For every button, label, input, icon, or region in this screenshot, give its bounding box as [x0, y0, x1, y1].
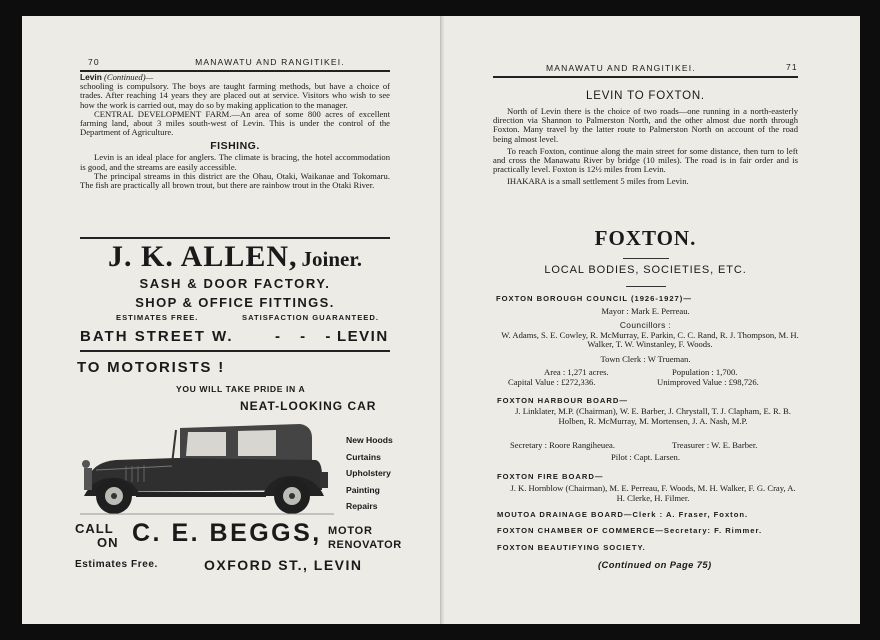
subtitle-rule	[626, 286, 666, 287]
ad1-dashes: - - -	[275, 328, 339, 345]
right-running-head: MANAWATU AND RANGITIKEI.	[546, 63, 696, 73]
population-line: Population : 1,700.	[672, 367, 738, 377]
allen-advertisement	[80, 240, 390, 274]
ad2-on: ON	[97, 535, 119, 550]
ad1-street: BATH STREET W.	[80, 328, 234, 345]
harbour-board-heading: FOXTON HARBOUR BOARD—	[497, 396, 628, 405]
ad2-service-item: New Hoods	[346, 435, 393, 445]
ad1-top-rule	[80, 237, 390, 239]
ad2-service-item: Repairs	[346, 501, 378, 512]
left-para-4: The principal streams in this district are the Ohau, Otaki, Waikanae and Tokomaru. The fish are practically all brown trout, but there are rainbow trout in the Otaki River.	[80, 170, 390, 191]
capital-value-line: Capital Value : £272,336.	[508, 377, 596, 387]
left-page-number: 70	[88, 57, 100, 67]
right-head-rule	[493, 76, 798, 78]
continued-label: (Continued)—	[104, 72, 154, 82]
right-para-2: To reach Foxton, continue along the main street for some distance, then turn to left and cross the Manawatu River by bridge (10 miles). The road is in fair order and is practically level. Foxton is 12½ miles from Levin.	[493, 145, 798, 175]
right-para-3: IHAKARA is a small settlement 5 miles from Levin.	[507, 176, 689, 187]
ad2-services-list	[346, 432, 393, 515]
ad2-motor: MOTOR	[328, 525, 373, 537]
ad1-name: J. K. ALLEN,	[107, 240, 298, 273]
chamber-of-commerce-line: FOXTON CHAMBER OF COMMERCE—Secretary: F. Rimmer.	[497, 526, 763, 535]
left-running-head: MANAWATU AND RANGITIKEI.	[195, 57, 345, 67]
town-clerk-line: Town Clerk : W Trueman.	[600, 354, 691, 364]
right-para-1: North of Levin there is the choice of two roads—one running in a north-easterly direction via Shannon to Palmerston North, and the other almost due north through Foxton. Many travel by the latter route to Palmerston North on account of the road being almost level.	[493, 106, 798, 144]
harbour-board-members: J. Linklater, M.P. (Chairman), W. E. Barber, J. Chrystall, T. J. Clapham, E. R. B. Holben, R. McMurray, M. Mortensen, J. A. Nash, M.P.	[515, 406, 791, 426]
ad2-estimates: Estimates Free.	[75, 559, 158, 570]
ad1-line2: SHOP & OFFICE FITTINGS.	[135, 295, 335, 310]
ad1-bottom-rule	[80, 350, 390, 352]
ad1-estimates: ESTIMATES FREE.	[116, 313, 199, 322]
councillors-label: Councillors :	[619, 320, 672, 330]
ad2-sub1: YOU WILL TAKE PRIDE IN A	[176, 384, 306, 394]
right-text-block	[493, 107, 798, 187]
ad2-name: C. E. BEGGS,	[132, 519, 322, 547]
left-para-1: schooling is compulsory. The boys are taught farming methods, but have a choice of trades. After reaching 14 years they are placed out at service. Visitors who wish to see how the work is carried out, may do so by making application to the manager.	[80, 81, 390, 110]
right-page-number: 71	[786, 62, 798, 72]
foxton-rule	[623, 258, 669, 259]
area-line: Area : 1,271 acres.	[544, 367, 609, 377]
harbour-secretary: Secretary : Roore Rangiheuea.	[510, 440, 615, 450]
local-bodies-subtitle: LOCAL BODIES, SOCIETIES, ETC.	[544, 264, 747, 276]
drainage-board-line: MOUTOA DRAINAGE BOARD—Clerk : A. Fraser, Foxton.	[497, 510, 749, 519]
left-para-3: Levin is an ideal place for anglers. The climate is bracing, the hotel accommodation is good, and the streams are easily accessible.	[80, 152, 390, 172]
ad2-call: CALL	[75, 521, 114, 536]
harbour-pilot: Pilot : Capt. Larsen.	[611, 452, 680, 462]
ad2-service-item: Painting	[346, 484, 380, 495]
ad1-line1: SASH & DOOR FACTORY.	[139, 276, 331, 291]
left-text-block	[80, 73, 390, 190]
section-label: Levin	[80, 72, 102, 82]
ad1-guarantee: SATISFACTION GUARANTEED.	[242, 313, 379, 322]
beautifying-society-line: FOXTON BEAUTIFYING SOCIETY.	[497, 543, 646, 552]
ad2-renovator: RENOVATOR	[328, 539, 402, 551]
continued-on-page: (Continued on Page 75)	[598, 559, 712, 570]
unimproved-value-line: Unimproved Value : £98,726.	[657, 377, 759, 387]
left-para-2: CENTRAL DEVELOPMENT FARM.—An area of some 800 acres of excellent farming land, about 3 miles south-west of Levin. This is under the control of the Department of Agriculture.	[80, 108, 390, 138]
ad1-town: LEVIN	[337, 328, 389, 345]
fire-board-members: J. K. Hornblow (Chairman), M. E. Perreau, F. Woods, M. H. Walker, F. G. Cray, A. H. Clerke, H. Filmer.	[510, 483, 796, 503]
ad2-sub2: NEAT-LOOKING CAR	[240, 399, 377, 413]
ad2-service-item: Curtains	[346, 451, 381, 462]
harbour-treasurer: Treasurer : W. E. Barber.	[672, 440, 758, 450]
ad1-trade: Joiner.	[301, 247, 363, 271]
touring-car-illustration	[76, 416, 338, 516]
borough-council-heading: FOXTON BOROUGH COUNCIL (1926-1927)—	[496, 294, 692, 303]
mayor-line: Mayor : Mark E. Perreau.	[601, 306, 690, 316]
fishing-heading: FISHING.	[210, 140, 260, 153]
ad2-headline: TO MOTORISTS !	[77, 359, 225, 376]
foxton-heading: FOXTON.	[594, 226, 697, 250]
fire-board-heading: FOXTON FIRE BOARD—	[497, 472, 604, 481]
ad2-address: OXFORD ST., LEVIN	[204, 557, 363, 573]
ad2-service-item: Upholstery	[346, 468, 391, 479]
councillors-list: W. Adams, S. E. Cowley, R. McMurray, E. Parkin, C. C. Rand, R. J. Thompson, M. H. Walker, T. W. Winstanley, F. Woods.	[501, 330, 799, 350]
levin-to-foxton-title: LEVIN TO FOXTON.	[586, 90, 705, 102]
